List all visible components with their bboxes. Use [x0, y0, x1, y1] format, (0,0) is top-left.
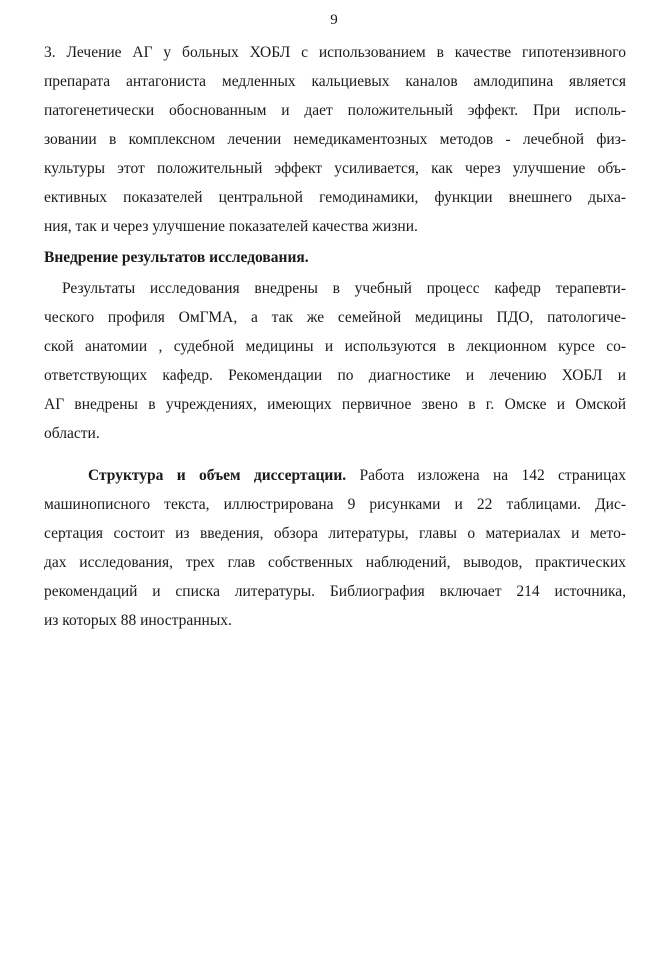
text-line: из которых 88 иностранных. — [44, 612, 232, 629]
structure-first-line-text: Работа изложена на 142 страницах — [346, 467, 626, 484]
text-line: ской анатомии , судебной медицины и используются в лекционном курсе со- — [44, 338, 626, 355]
text-line: препарата антагониста медленных кальциевых каналов амлодипина является — [44, 73, 626, 90]
text-line: рекомендаций и списка литературы. Библиография включает 214 источника, — [44, 583, 626, 600]
text-line: машинописного текста, иллюстрирована 9 рисунками и 22 таблицами. Дис- — [44, 496, 626, 513]
text-line: области. — [44, 425, 100, 442]
text-line: ческого профиля ОмГМА, а так же семейной медицины ПДО, патологиче- — [44, 309, 626, 326]
text-line: ния, так и через улучшение показателей качества жизни. — [44, 218, 418, 235]
text-line: культуры этот положительный эффект усиливается, как через улучшение объ- — [44, 160, 626, 177]
text-line: Результаты исследования внедрены в учебный процесс кафедр терапевти- — [62, 280, 626, 297]
text-line: дах исследования, трех глав собственных наблюдений, выводов, практических — [44, 554, 626, 571]
text-line: ективных показателей центральной гемодинамики, функции внешнего дыха- — [44, 189, 626, 206]
structure-heading: Структура и объем диссертации. — [88, 467, 347, 484]
text-line: 3. Лечение АГ у больных ХОБЛ с использованием в качестве гипотензивного — [44, 44, 626, 61]
implementation-heading: Внедрение результатов исследования. — [44, 249, 309, 266]
text-line: ответствующих кафедр. Рекомендации по диагностике и лечению ХОБЛ и — [44, 367, 626, 384]
text-line: АГ внедрены в учреждениях, имеющих первичное звено в г. Омске и Омской — [44, 396, 626, 413]
text-line: патогенетически обоснованным и дает положительный эффект. При исполь- — [44, 102, 626, 119]
text-line: зовании в комплексном лечении немедикаментозных методов - лечебной физ- — [44, 131, 626, 148]
structure-first-line — [88, 466, 626, 486]
page-number: 9 — [330, 12, 338, 28]
text-line: сертация состоит из введения, обзора литературы, главы о материалах и мето- — [44, 525, 626, 542]
